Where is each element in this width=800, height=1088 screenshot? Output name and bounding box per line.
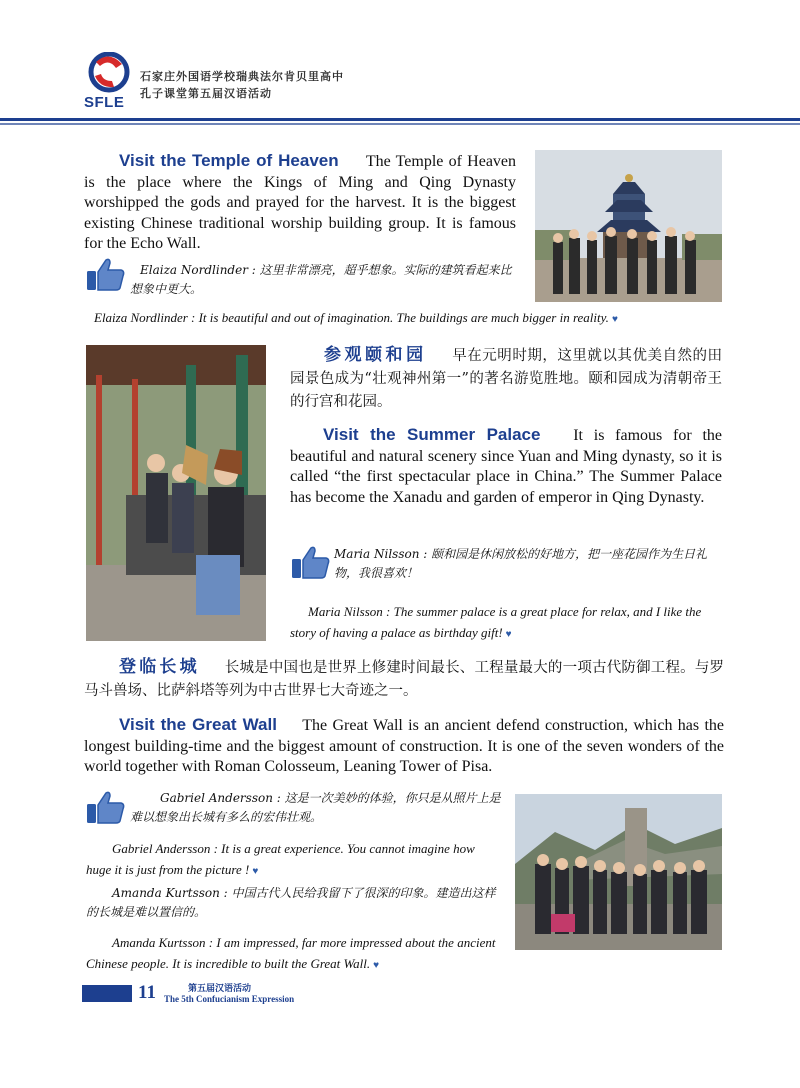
summer-cn-lead: 早在元明时期，这里就以其优美自然 xyxy=(451,348,693,364)
summer-quote-cn: Maria Nilsson : 颐和园是休闲放松的好地方，把一座花园作为生日礼物，我很喜欢！ xyxy=(334,547,708,580)
wall-title: Visit the Great Wall xyxy=(119,715,277,734)
temple-title: Visit the Temple of Heaven xyxy=(119,151,339,170)
summer-cn-body: 的田园景色成为“壮观神州第一”的著名游览胜地。颐和园成为清朝帝王的行宫和花园。 xyxy=(290,348,723,410)
temple-section xyxy=(84,151,516,255)
wall-section xyxy=(84,715,724,778)
summer-title: Visit the Summer Palace xyxy=(323,425,541,444)
wall-cn-section xyxy=(84,656,724,703)
header-rule-thin xyxy=(0,123,800,125)
summer-quote-en: Maria Nilsson : The summer palace is a great place for relax, and I like the story of having a palace as birthday gift! ♥ xyxy=(290,604,702,640)
heart-icon: ♥ xyxy=(611,314,618,325)
wall-cn-title: 登临长城 xyxy=(119,657,200,677)
wall-quote1-en: Gabriel Andersson : It is a great experience. You cannot imagine how huge it is just from the picture ! ♥ xyxy=(86,841,475,877)
footer-title-en: The 5th Confucianism Expression xyxy=(164,994,295,1004)
wall-quote1-cn: Gabriel Andersson : 这是一次美妙的体验，你只是从照片上是难以想象出长城有多么的宏伟壮观。 xyxy=(130,791,501,824)
wall-cn-body: 长城是中国也是世界上修建时间最长、工程量最大的一项古代防御工程。与罗马斗兽场、比萨斜塔等列为中古世界七大奇迹之一。 xyxy=(84,660,725,699)
footer-title-cn: 第五届汉语活动 xyxy=(188,984,252,994)
temple-body: Heaven is the place where the Kings of Ming and Qing Dynasty worshipped the gods and prayed for the harvest. It is the biggest existing Chinese traditional worship building group. It is famous for the Echo Wall. xyxy=(84,153,517,252)
summer-section xyxy=(290,425,722,508)
temple-quote-cn: Elaiza Nordlinder : 这里非常漂亮，超乎想象。实际的建筑看起来比想象中更大。 xyxy=(130,263,512,296)
thumbs-up-icon xyxy=(86,257,126,291)
heart-icon: ♥ xyxy=(373,960,380,971)
thumbs-up-icon xyxy=(291,545,331,579)
wall-body: The Great Wall is an ancient defend construction, which has the longest building-time and the biggest amount of construction. It is one of the seven wonders of the world together with Roman Colosseum, Leaning Tower of Pisa. xyxy=(84,717,724,775)
header-line-2: 孔子课堂第五届汉语活动 xyxy=(140,87,272,100)
temple-lead: The Temple of xyxy=(365,153,462,170)
summer-lead: It is famous for the xyxy=(573,427,723,444)
summer-cn-section xyxy=(290,344,722,414)
summer-body: beautiful and natural scenery since Yuan and Ming dynasty, so it is called “the first spectacular place in China.” The Summer Palace has become the Xanadu and garden of emperor in Qing Dynasty. xyxy=(290,447,722,506)
footer-bar xyxy=(82,985,132,1002)
header-rule xyxy=(0,118,800,121)
thumbs-up-icon xyxy=(86,790,126,824)
summer-palace-photo xyxy=(86,345,266,641)
wall-quote2-en: Amanda Kurtsson : I am impressed, far more impressed about the ancient Chinese people. It is incredible to built the Great Wall. ♥ xyxy=(86,935,496,971)
temple-photo xyxy=(535,150,722,302)
heart-icon: ♥ xyxy=(252,866,259,877)
temple-quote-en: Elaiza Nordlinder : It is beautiful and out of imagination. The buildings are much bigger in reality. ♥ xyxy=(94,310,618,325)
summer-cn-title: 参观颐和园 xyxy=(324,345,427,365)
page-number: 11 xyxy=(138,982,156,1003)
wall-quote2-cn: Amanda Kurtsson : 中国古代人民给我留下了很深的印象。建造出这样的长城是难以置信的。 xyxy=(86,886,496,919)
logo-text: SFLE xyxy=(84,94,125,111)
great-wall-photo xyxy=(515,794,722,950)
header-line-1: 石家庄外国语学校瑞典法尔肯贝里高中 xyxy=(140,70,344,83)
heart-icon: ♥ xyxy=(505,629,512,640)
